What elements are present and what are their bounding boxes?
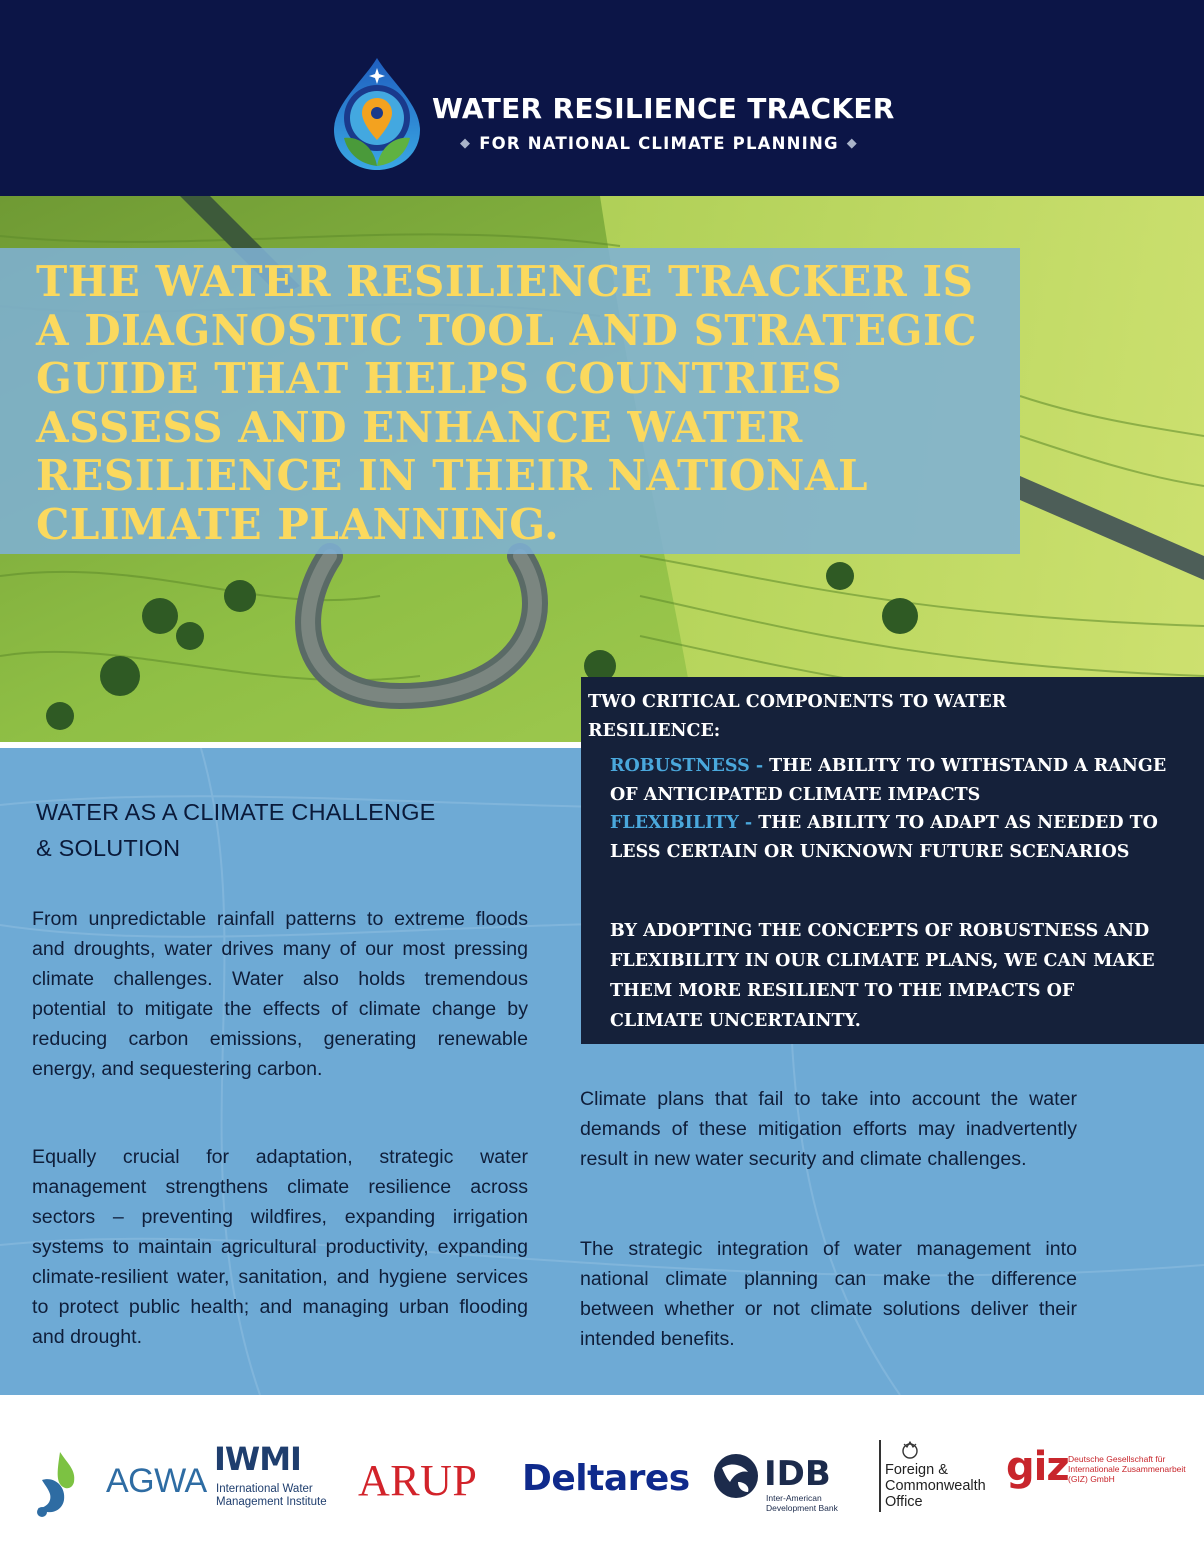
- right-paragraph-1: Climate plans that fail to take into account the water demands of these mitigation efforts may inadvertently result in new water security and climate challenges.: [580, 1088, 1077, 1170]
- component-definition: THE ABILITY TO WITHSTAND A RANGE OF ANTICIPATED CLIMATE IMPACTS: [610, 756, 1167, 805]
- left-paragraph-2: Equally crucial for adaptation, strategic water management strengthens climate resilience across sectors – preventing wildfires, expanding irrigation systems to maintain agricultural productivity, expanding climate-resilient water, sanitation, and hygiene services to protect public health; and managing urban flooding and drought.: [32, 1146, 528, 1348]
- component-robustness: [610, 752, 1170, 809]
- partner-logo-deltares: Deltares: [522, 1458, 690, 1499]
- partner-logo-giz: [1006, 1444, 1196, 1510]
- component-term: FLEXIBILITY -: [610, 813, 753, 833]
- idb-globe-icon: [712, 1452, 760, 1500]
- agwa-swirl-icon: [30, 1450, 100, 1518]
- component-flexibility: [610, 809, 1170, 866]
- partner-logo-arup: ARUP: [358, 1456, 478, 1505]
- brand-subtitle: [460, 134, 858, 153]
- brand-title: WATER RESILIENCE TRACKER: [432, 92, 895, 125]
- idb-wordmark: IDB: [764, 1454, 831, 1494]
- section-title: WATER AS A CLIMATE CHALLENGE & SOLUTION: [36, 799, 436, 861]
- header-banner: [0, 0, 1204, 196]
- water-drop-logo-icon: [330, 54, 424, 174]
- fco-divider: [879, 1440, 881, 1512]
- idb-full-name: Inter-American Development Bank: [766, 1493, 838, 1513]
- droplet-bullet-icon: ◆: [846, 136, 858, 151]
- component-term: ROBUSTNESS -: [610, 756, 764, 776]
- iwmi-wordmark: IWMI: [214, 1440, 301, 1478]
- partner-logo-idb: [712, 1452, 862, 1522]
- partner-logo-agwa: [30, 1450, 207, 1518]
- partner-logo-fco: [879, 1440, 999, 1520]
- hero-headline: THE WATER RESILIENCE TRACKER IS A DIAGNOSTIC TOOL AND STRATEGIC GUIDE THAT HELPS COUNTRIES ASSESS AND ENHANCE WATER RESILIENCE IN THEIR NATIONAL CLIMATE PLANNING.: [36, 257, 978, 549]
- brand-subtitle-text: FOR NATIONAL CLIMATE PLANNING: [479, 134, 839, 153]
- callout-heading: TWO CRITICAL COMPONENTS TO WATER RESILIENCE:: [588, 692, 1007, 741]
- callout-closing-statement: BY ADOPTING THE CONCEPTS OF ROBUSTNESS AND FLEXIBILITY IN OUR CLIMATE PLANS, WE CAN MAKE THEM MORE RESILIENT TO THE IMPACTS OF CLIMATE UNCERTAINTY.: [610, 921, 1155, 1031]
- droplet-bullet-icon: ◆: [460, 136, 472, 151]
- royal-crest-icon: [899, 1440, 921, 1460]
- section-divider: [0, 742, 600, 748]
- giz-full-name: Deutsche Gesellschaft für Internationale Zusammenarbeit (GIZ) GmbH: [1068, 1454, 1186, 1484]
- left-paragraph-1: From unpredictable rainfall patterns to extreme floods and droughts, water drives many of our most pressing climate challenges. Water also holds tremendous potential to mitigate the effects of climate change by reducing carbon emissions, generating renewable energy, and sequestering carbon.: [32, 908, 528, 1080]
- component-definition: THE ABILITY TO ADAPT AS NEEDED TO LESS CERTAIN OR UNKNOWN FUTURE SCENARIOS: [610, 813, 1158, 862]
- agwa-wordmark: AGWA: [106, 1462, 207, 1500]
- right-paragraph-2: The strategic integration of water management into national climate planning can make the difference between whether or not climate solutions deliver their intended benefits.: [580, 1238, 1077, 1350]
- fco-full-name: Foreign & Commonwealth Office: [885, 1462, 986, 1510]
- giz-wordmark: giz: [1006, 1444, 1069, 1490]
- partner-logo-iwmi: [214, 1440, 344, 1520]
- iwmi-full-name: International Water Management Institute: [216, 1483, 327, 1508]
